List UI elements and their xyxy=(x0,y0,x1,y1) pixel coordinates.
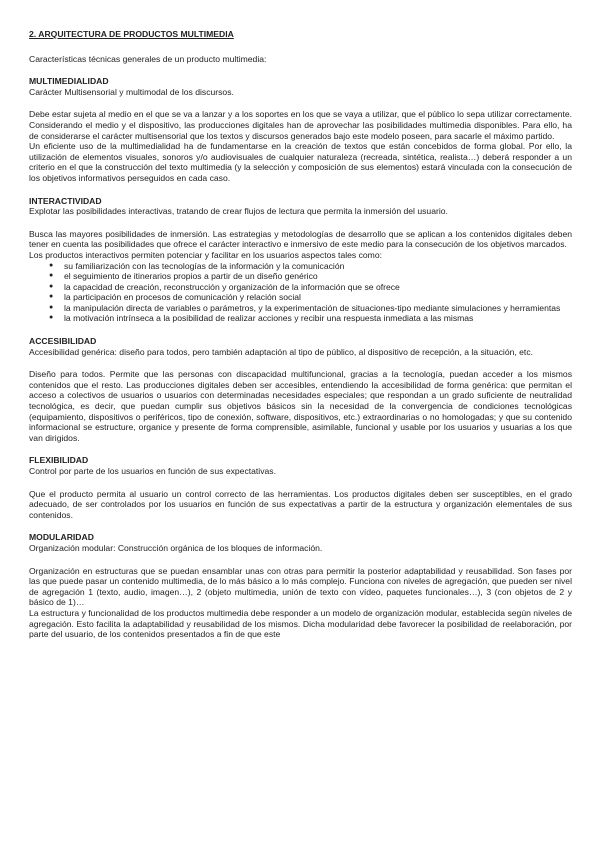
list-item: ● la motivación intrínseca a la posibilidad de realizar acciones y recibir una respuesta inmediata a las mismas xyxy=(29,313,572,324)
list-item: ● la manipulación directa de variables o parámetros, y la experimentación de situaciones-tipo mediante simulaciones y herramientas xyxy=(29,303,572,314)
list-item: ● su familiarización con las tecnologías de la información y la comunicación xyxy=(29,261,572,272)
section-heading-accesibilidad: ACCESIBILIDAD xyxy=(29,336,97,347)
list-item: ● la participación en procesos de comunicación y relación social xyxy=(29,292,572,303)
section-subtitle-modularidad: Organización modular: Construcción orgánica de los bloques de información. xyxy=(29,542,323,553)
paragraph: Debe estar sujeta al medio en el que se va a lanzar y a los soportes en los que se vaya a utilizar, que el público lo sepa utilizar correctamente. Considerando el medio y el dispositivo, las producciones digitales han de aprovechar las posibilidades multimedia disponibles. Para ello, ha de considerarse el carácter multisensorial que los textos y discursos generados bajo este modelo poseen, para sacarle el máximo partido. xyxy=(29,109,572,141)
section-heading-interactividad: INTERACTIVIDAD xyxy=(29,195,102,206)
paragraph: La estructura y funcionalidad de los productos multimedia debe responder a un modelo de organización modular, establecida según niveles de agregación. Esto facilita la adaptabilidad y reusabilidad de los mismos. Dicha modularidad debe favorecer la posibilidad de reelaboración, por parte del usuario, de los contenidos presentados a fin de que este xyxy=(29,607,572,640)
section-subtitle-multimedialidad: Carácter Multisensorial y multimodal de los discursos. xyxy=(29,86,234,97)
paragraph: Diseño para todos. Permite que las personas con discapacidad multifuncional, gracias a la tecnología, puedan acceder a los mismos contenidos que el resto. Las producciones digitales deben ser accesibles, entendiendo la accesibilidad de forma genérica: que permitan el acceso a colectivos de usuarios o usuarios con determinadas necesidades especiales; que respondan a un grado suficiente de neutralidad tecnológica, es decir, que puedan cumplir sus objetivos básicos sin la necesidad de la convergencia de condiciones tecnológicas (equipamiento, dispositivos o periféricos, tipo de conexión, software, dispositivos, etc.) extraordinarias o no homologadas; y que su contenido informacional se estructure, organice y presente de forma comprensible, asimilable, funcional y usable por los usuarios y usuarias a los que van dirigidos. xyxy=(29,369,572,443)
paragraph: Busca las mayores posibilidades de inmersión. Las estrategias y metodologías de desarrollo que se aplican a los contenidos digitales deben tener en cuenta las posibilidades que ofrece el carácter interactivo e inmersivo de este medio para la consecución de los objetivos marcados. xyxy=(29,228,572,250)
bullet-list xyxy=(29,261,572,325)
section-subtitle-accesibilidad: Accesibilidad genérica: diseño para todos, pero también adaptación al tipo de público, al dispositivo de recepción, a la situación, etc. xyxy=(29,346,534,357)
section-heading-modularidad: MODULARIDAD xyxy=(29,532,94,543)
list-item: ● la capacidad de creación, reconstrucción y organización de la información que se ofrece xyxy=(29,282,572,293)
document-intro: Características técnicas generales de un producto multimedia: xyxy=(29,53,267,64)
list-item: ● el seguimiento de itinerarios propios a partir de un diseño genérico xyxy=(29,271,572,282)
paragraph: Los productos interactivos permiten potenciar y facilitar en los usuarios aspectos tales como: xyxy=(29,249,382,260)
section-heading-flexibilidad: FLEXIBILIDAD xyxy=(29,455,89,466)
paragraph: Que el producto permita al usuario un control correcto de las herramientas. Los productos digitales deben ser susceptibles, en el grado adecuado, de ser controlados por los usuarios en función de sus expectativas a partir de la estructura y organización elementales de sus contenidos. xyxy=(29,488,572,520)
section-heading-multimedialidad: MULTIMEDIALIDAD xyxy=(29,76,109,87)
section-subtitle-interactividad: Explotar las posibilidades interactivas, tratando de crear flujos de lectura que permita la inmersión del usuario. xyxy=(29,206,448,217)
paragraph: Un eficiente uso de la multimedialidad ha de fundamentarse en la creación de textos que están concebidos de forma global. Por ello, la utilización de elementos visuales, sonoros y/o audiovisuales de cualquier naturaleza (recreada, sintética, realista…) deberá responder a un criterio en el que la construcción del texto multimedia (y la selección y composición de sus elementos) estará vinculada con la consecución de los objetivos informativos perseguidos en cada caso. xyxy=(29,141,572,183)
paragraph: Organización en estructuras que se puedan ensamblar unas con otras para permitir la posterior adaptabilidad y reusabilidad. Son fases por las que puede pasar un contenido multimedia, de lo más básico a lo más complejo. Funciona con niveles de agregación, que pueden ser nivel de agregación 1 (texto, audio, imagen…), 2 (objeto multimedia, unión de texto con vídeo, paquetes funcionales…), 3 (con objetos de 2 y básico de 1)… xyxy=(29,565,572,608)
section-subtitle-flexibilidad: Control por parte de los usuarios en función de sus expectativas. xyxy=(29,466,276,476)
document-title: 2. ARQUITECTURA DE PRODUCTOS MULTIMEDIA xyxy=(29,29,234,39)
